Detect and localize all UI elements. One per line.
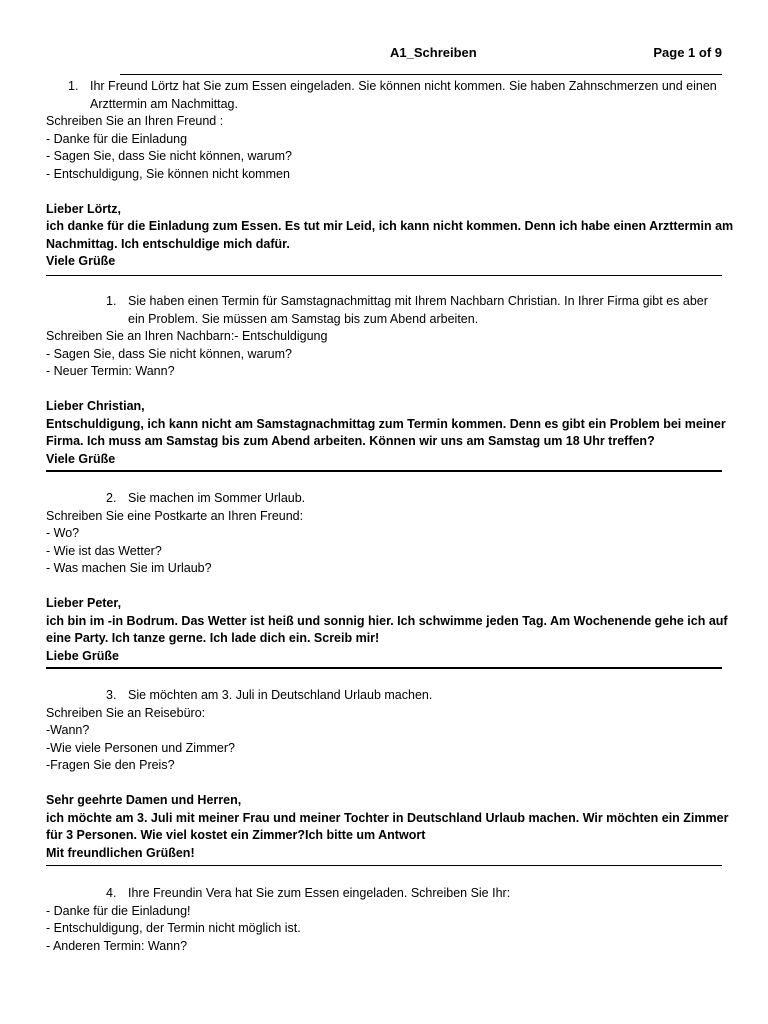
exercise-3 [46,490,728,665]
answer-closing: Viele Grüße [46,254,116,268]
prompt-item: - Sagen Sie, dass Sie nicht können, warum? [46,149,292,163]
answer-body: ich bin im -in Bodrum. Das Wetter ist heiß und sonnig hier. Ich schwimme jeden Tag. Am Wochenende gehe ich auf [46,613,728,628]
prompt-item: - Wo? [46,526,80,540]
prompt-item: -Wie viele Personen und Zimmer? [46,740,235,755]
task-line [46,687,722,705]
prompt-item: - Sagen Sie, dass Sie nicht können, warum? [46,346,292,361]
answer-body: Firma. Ich muss am Samstag bis zum Abend arbeiten. Können wir uns am Samstag um 18 Uhr treffen? [46,434,655,448]
prompt-item: - Danke für die Einladung [46,131,188,146]
prompt-item: - Anderen Termin: Wann? [46,938,188,953]
section-divider [46,667,722,669]
prompt-item: - Entschuldigung, der Termin nicht möglich ist. [46,921,301,935]
task-text: Sie haben einen Termin für Samstagnachmittag mit Ihrem Nachbarn Christian. In Ihrer Firma gibt es aber [128,294,708,308]
exercise-1 [46,78,734,271]
answer-greeting: Lieber Christian, [46,399,145,413]
answer-body: für 3 Personen. Wie viel kostet ein Zimmer?Ich bitte um Antwort [46,828,426,842]
task-number: 1. [68,79,79,93]
answer-greeting: Sehr geehrte Damen und Herren, [46,793,242,807]
page-number: Page 1 of 9 [653,45,722,60]
task-text: Sie machen im Sommer Urlaub. [128,491,306,505]
prompt-heading: Schreiben Sie an Ihren Freund : [46,114,224,128]
answer-closing: Liebe Grüße [46,648,119,663]
prompt-heading: Schreiben Sie eine Postkarte an Ihren Freund: [46,508,304,523]
section-divider [46,470,722,472]
exercise-4 [46,687,729,862]
section-divider [46,865,722,866]
answer-greeting: Lieber Lörtz, [46,201,122,216]
task-line [46,885,722,903]
task-number: 4. [106,886,117,900]
answer-body: ich möchte am 3. Juli mit meiner Frau und meiner Tochter in Deutschland Urlaub machen. Wir möchten ein Zimmer [46,810,729,825]
task-line [46,78,722,96]
answer-body: Nachmittag. Ich entschuldige mich dafür. [46,236,290,251]
prompt-item: -Fragen Sie den Preis? [46,758,175,772]
header-divider [120,74,722,75]
prompt-item: - Was machen Sie im Urlaub? [46,561,212,575]
prompt-heading: Schreiben Sie an Reisebüro: [46,705,206,720]
answer-body: ich danke für die Einladung zum Essen. Es tut mir Leid, ich kann nicht kommen. Denn ich habe einen Arzttermin am [46,219,734,233]
prompt-item: - Wie ist das Wetter? [46,543,162,558]
prompt-item: - Entschuldigung, Sie können nicht kommen [46,166,290,181]
task-line [46,311,722,329]
section-divider [46,275,722,276]
exercise-2 [46,293,726,468]
task-number: 1. [106,294,117,308]
page-header [0,44,768,62]
answer-greeting: Lieber Peter, [46,596,122,610]
exercise-5 [46,885,722,955]
answer-body: Entschuldigung, ich kann nicht am Samstagnachmittag zum Termin kommen. Denn es gibt ein Problem bei meiner [46,416,726,431]
document-title: A1_Schreiben [390,45,477,60]
task-text: ein Problem. Sie müssen am Samstag bis zum Abend arbeiten. [128,311,479,326]
task-text: Sie möchten am 3. Juli in Deutschland Urlaub machen. [128,688,433,702]
task-line [46,293,722,311]
task-number: 3. [106,688,117,702]
answer-closing: Viele Grüße [46,451,116,466]
task-text: Ihr Freund Lörtz hat Sie zum Essen eingeladen. Sie können nicht kommen. Sie haben Zahnschmerzen und einen [90,79,717,93]
task-text: Ihre Freundin Vera hat Sie zum Essen eingeladen. Schreiben Sie Ihr: [128,886,511,900]
task-line [46,96,722,114]
task-number: 2. [106,491,117,505]
answer-body: eine Party. Ich tanze gerne. Ich lade dich ein. Screib mir! [46,631,380,645]
prompt-heading: Schreiben Sie an Ihren Nachbarn:- Entschuldigung [46,329,328,343]
prompt-item: - Danke für die Einladung! [46,903,191,918]
prompt-item: -Wann? [46,723,90,737]
task-text: Arzttermin am Nachmittag. [90,96,238,111]
answer-closing: Mit freundlichen Grüßen! [46,845,195,860]
task-line [46,490,722,508]
prompt-item: - Neuer Termin: Wann? [46,364,175,378]
